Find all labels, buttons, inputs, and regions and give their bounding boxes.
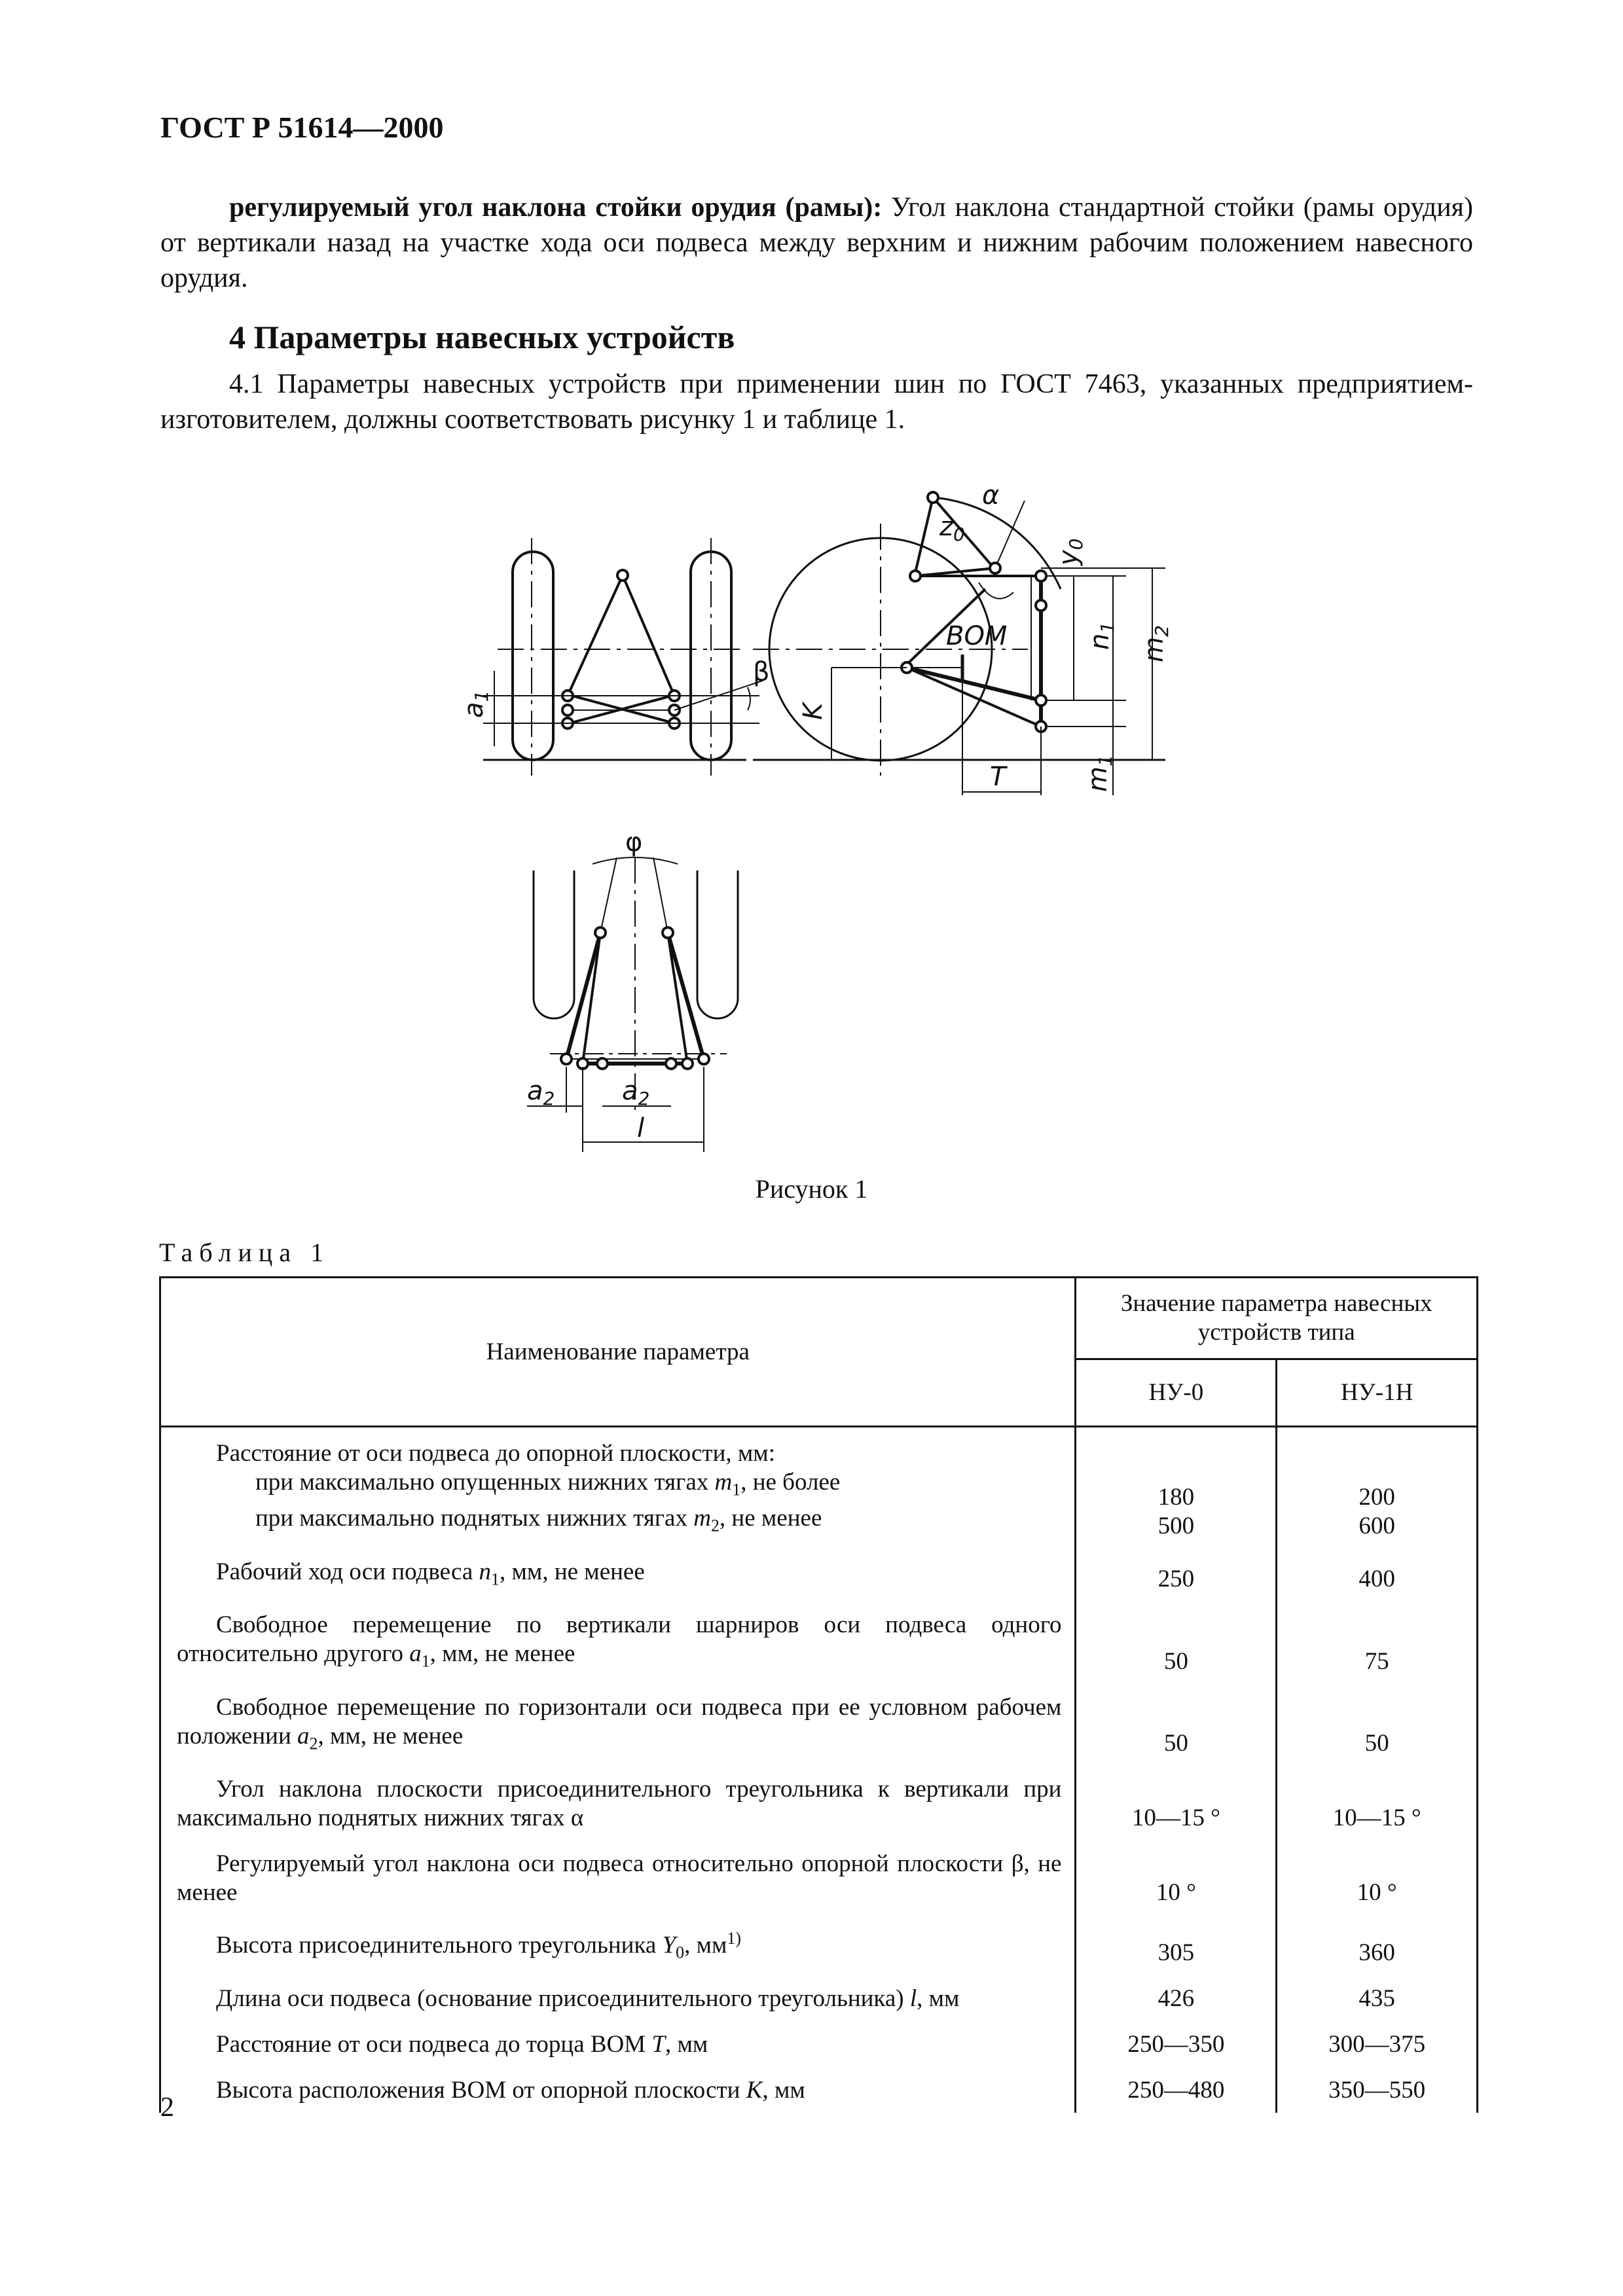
table-row [160,1912,1478,1973]
phi-right [653,857,668,933]
row-value-nu-1n: 435 [1277,1973,1478,2018]
pivot-top [617,570,628,581]
pivot-l2 [562,705,573,715]
table-row [160,2018,1478,2064]
label-l: l [637,1113,645,1143]
mast-diag [933,497,995,569]
top-link-right-2 [668,933,687,1064]
label-m2: $m_2$ [1139,625,1173,662]
row-value-nu-1n: 400 [1277,1546,1478,1599]
pivot-lower-link [902,662,912,673]
row-value-nu-0: 250—480 [1076,2064,1277,2113]
lower-link-2 [907,668,1041,726]
row-value-nu-0: 10—15 ° [1076,1763,1277,1838]
table-row [160,1427,1478,1546]
row-parameter: Свободное перемещение по вертикали шарниров оси подвеса одного относительно другого $a_1$, мм, не менее [160,1599,1076,1681]
label-n1: $n_1$ [1085,621,1118,650]
link-left [568,575,623,696]
label-z0: $z_0$ [939,512,965,545]
top-link-left [566,933,600,1059]
top-view [527,857,738,1152]
side-view [753,492,1165,795]
top-right-wheel [697,870,738,1018]
section-title: 4 Параметры навесных устройств [229,319,735,355]
row-value-nu-0: 250—350 [1076,2018,1277,2064]
row-parameter: Расстояние от оси подвеса до торца ВОМ T, мм [160,2018,1076,2064]
top-link-right [668,933,704,1059]
header-parameter-name: Наименование параметра [160,1278,1076,1427]
row-value-nu-1n: 10 ° [1277,1838,1478,1912]
pivot-l3 [562,718,573,728]
row-value-nu-1n: 10—15 ° [1277,1763,1478,1838]
row-value-nu-1n: 50 [1277,1681,1478,1763]
label-a2-left: $a_2$ [527,1076,555,1109]
label-phi: φ [625,827,643,857]
cross-link-2 [570,695,674,723]
row-value-nu-0: 50 [1076,1599,1277,1681]
row-parameter: Свободное перемещение по горизонтали оси подвеса при ее условном рабочем положении $a_2$, мм, не менее [160,1681,1076,1763]
right-wheel [691,552,731,760]
row-value-nu-0: 180 500 [1076,1427,1277,1546]
term-definition [160,190,1473,296]
label-vom: ВОМ [946,621,1008,651]
table-row [160,1763,1478,1838]
top-pivot-bl1 [561,1054,572,1064]
rear-view-wheels [483,538,763,776]
beta-arc [748,687,750,710]
link-right [623,575,674,696]
alpha-arc [933,497,1061,589]
label-y0: $y_0$ [1053,538,1087,565]
pivot-r2 [669,705,680,715]
row-parameter: Высота расположения ВОМ от опорной плоскости K, мм [160,2064,1076,2113]
pivot-mast-top [928,492,938,503]
row-value-nu-1n: 300—375 [1277,2018,1478,2064]
lower-link [907,668,1041,700]
label-beta: β [753,657,770,687]
row-value-nu-0: 305 [1076,1912,1277,1973]
side-wheel [769,538,992,761]
top-link-2 [915,568,995,576]
pivot-r3 [669,718,680,728]
vom-curve [979,583,1013,599]
row-parameter: Длина оси подвеса (основание присоединительного треугольника) l, мм [160,1973,1076,2018]
row-parameter: Угол наклона плоскости присоединительного треугольника к вертикали при максимально поднятых нижних тягах α [160,1763,1076,1838]
row-value-nu-1n: 200 600 [1277,1427,1478,1546]
figure-caption: Рисунок 1 [755,1174,868,1204]
phi-left [600,857,617,933]
label-a2-center: $a_2$ [622,1076,650,1109]
row-value-nu-1n: 350—550 [1277,2064,1478,2113]
row-parameter: Рабочий ход оси подвеса $n_1$, мм, не менее [160,1546,1076,1599]
header-value-group: Значение параметра навесных устройств типа [1076,1278,1478,1359]
row-value-nu-0: 250 [1076,1546,1277,1599]
table-row [160,1681,1478,1763]
table-caption: Таблица 1 [159,1238,331,1267]
figure-labels [459,480,1173,1143]
footnote-marker: 1) [727,1928,741,1948]
label-k: K [798,702,828,720]
row-value-nu-1n: 75 [1277,1599,1478,1681]
parameters-table [159,1276,1478,2113]
pivot-implement-mid [1036,600,1046,611]
pivot-l1 [562,691,573,701]
table-row [160,1599,1478,1681]
document-header: ГОСТ Р 51614—2000 [160,111,444,144]
section-paragraph: 4.1 Параметры навесных устройств при применении шин по ГОСТ 7463, указанных предприятием-изготовителем, должны соответствовать рисунку 1 и таблице 1. [160,369,1473,435]
pivot-implement-bottom [1036,721,1046,732]
row-parameter: Высота присоединительного треугольника $Y_0$, $мм^{1)}$ [160,1912,1076,1973]
pivot-mast-joint [990,563,1000,573]
row-parameter: Расстояние от оси подвеса до опорной плоскости, мм: при максимально опущенных нижних тягах $m_1$, не более при максимально поднятых нижних тягах $m_2$, не менее [160,1427,1076,1546]
table-row [160,1546,1478,1599]
top-pivot-bl3 [597,1058,608,1069]
mast-line [915,497,933,573]
row-parameter: Регулируемый угол наклона оси подвеса относительно опорной плоскости β, не менее [160,1838,1076,1912]
table-row [160,1973,1478,2018]
header-nu-0: НУ-0 [1076,1359,1277,1427]
header-nu-1n: НУ-1Н [1277,1359,1478,1427]
alpha-ref [995,501,1025,568]
page-number: 2 [160,2092,174,2123]
term-definition-text: Угол наклона стандартной стойки (рамы орудия) от вертикали назад на участке хода оси подвеса между верхним и нижним рабочим положением навесного орудия. [160,192,1473,293]
row-value-nu-0: 50 [1076,1681,1277,1763]
label-m1: $m_1$ [1083,755,1116,792]
top-pivot-bl2 [577,1058,588,1069]
top-pivot-r [663,927,673,938]
lift-arm [903,589,985,668]
table-row [160,1838,1478,1912]
top-pivot-br1 [666,1058,676,1069]
term-name: регулируемый угол наклона стойки орудия (рамы): [229,192,883,223]
top-link-left-2 [583,933,600,1064]
row-value-nu-0: 10 ° [1076,1838,1277,1912]
top-pivot-l [595,927,606,938]
pivot-implement-low [1036,695,1046,706]
top-pivot-br3 [699,1054,709,1064]
label-a1: $a_1$ [459,690,492,718]
phi-arc [593,857,678,864]
pivot-implement-top [1036,571,1046,581]
left-wheel [513,552,553,760]
pivot-r1 [669,691,680,701]
table-row [160,2064,1478,2113]
pivot-top-link [910,571,921,581]
top-pivot-br2 [682,1058,693,1069]
row-value-nu-0: 426 [1076,1973,1277,2018]
label-t: T [990,762,1006,792]
beta-line [674,681,763,710]
top-left-wheel [534,870,574,1018]
row-value-nu-1n: 360 [1277,1912,1478,1973]
cross-link-1 [570,695,674,723]
label-alpha: α [982,480,1000,511]
